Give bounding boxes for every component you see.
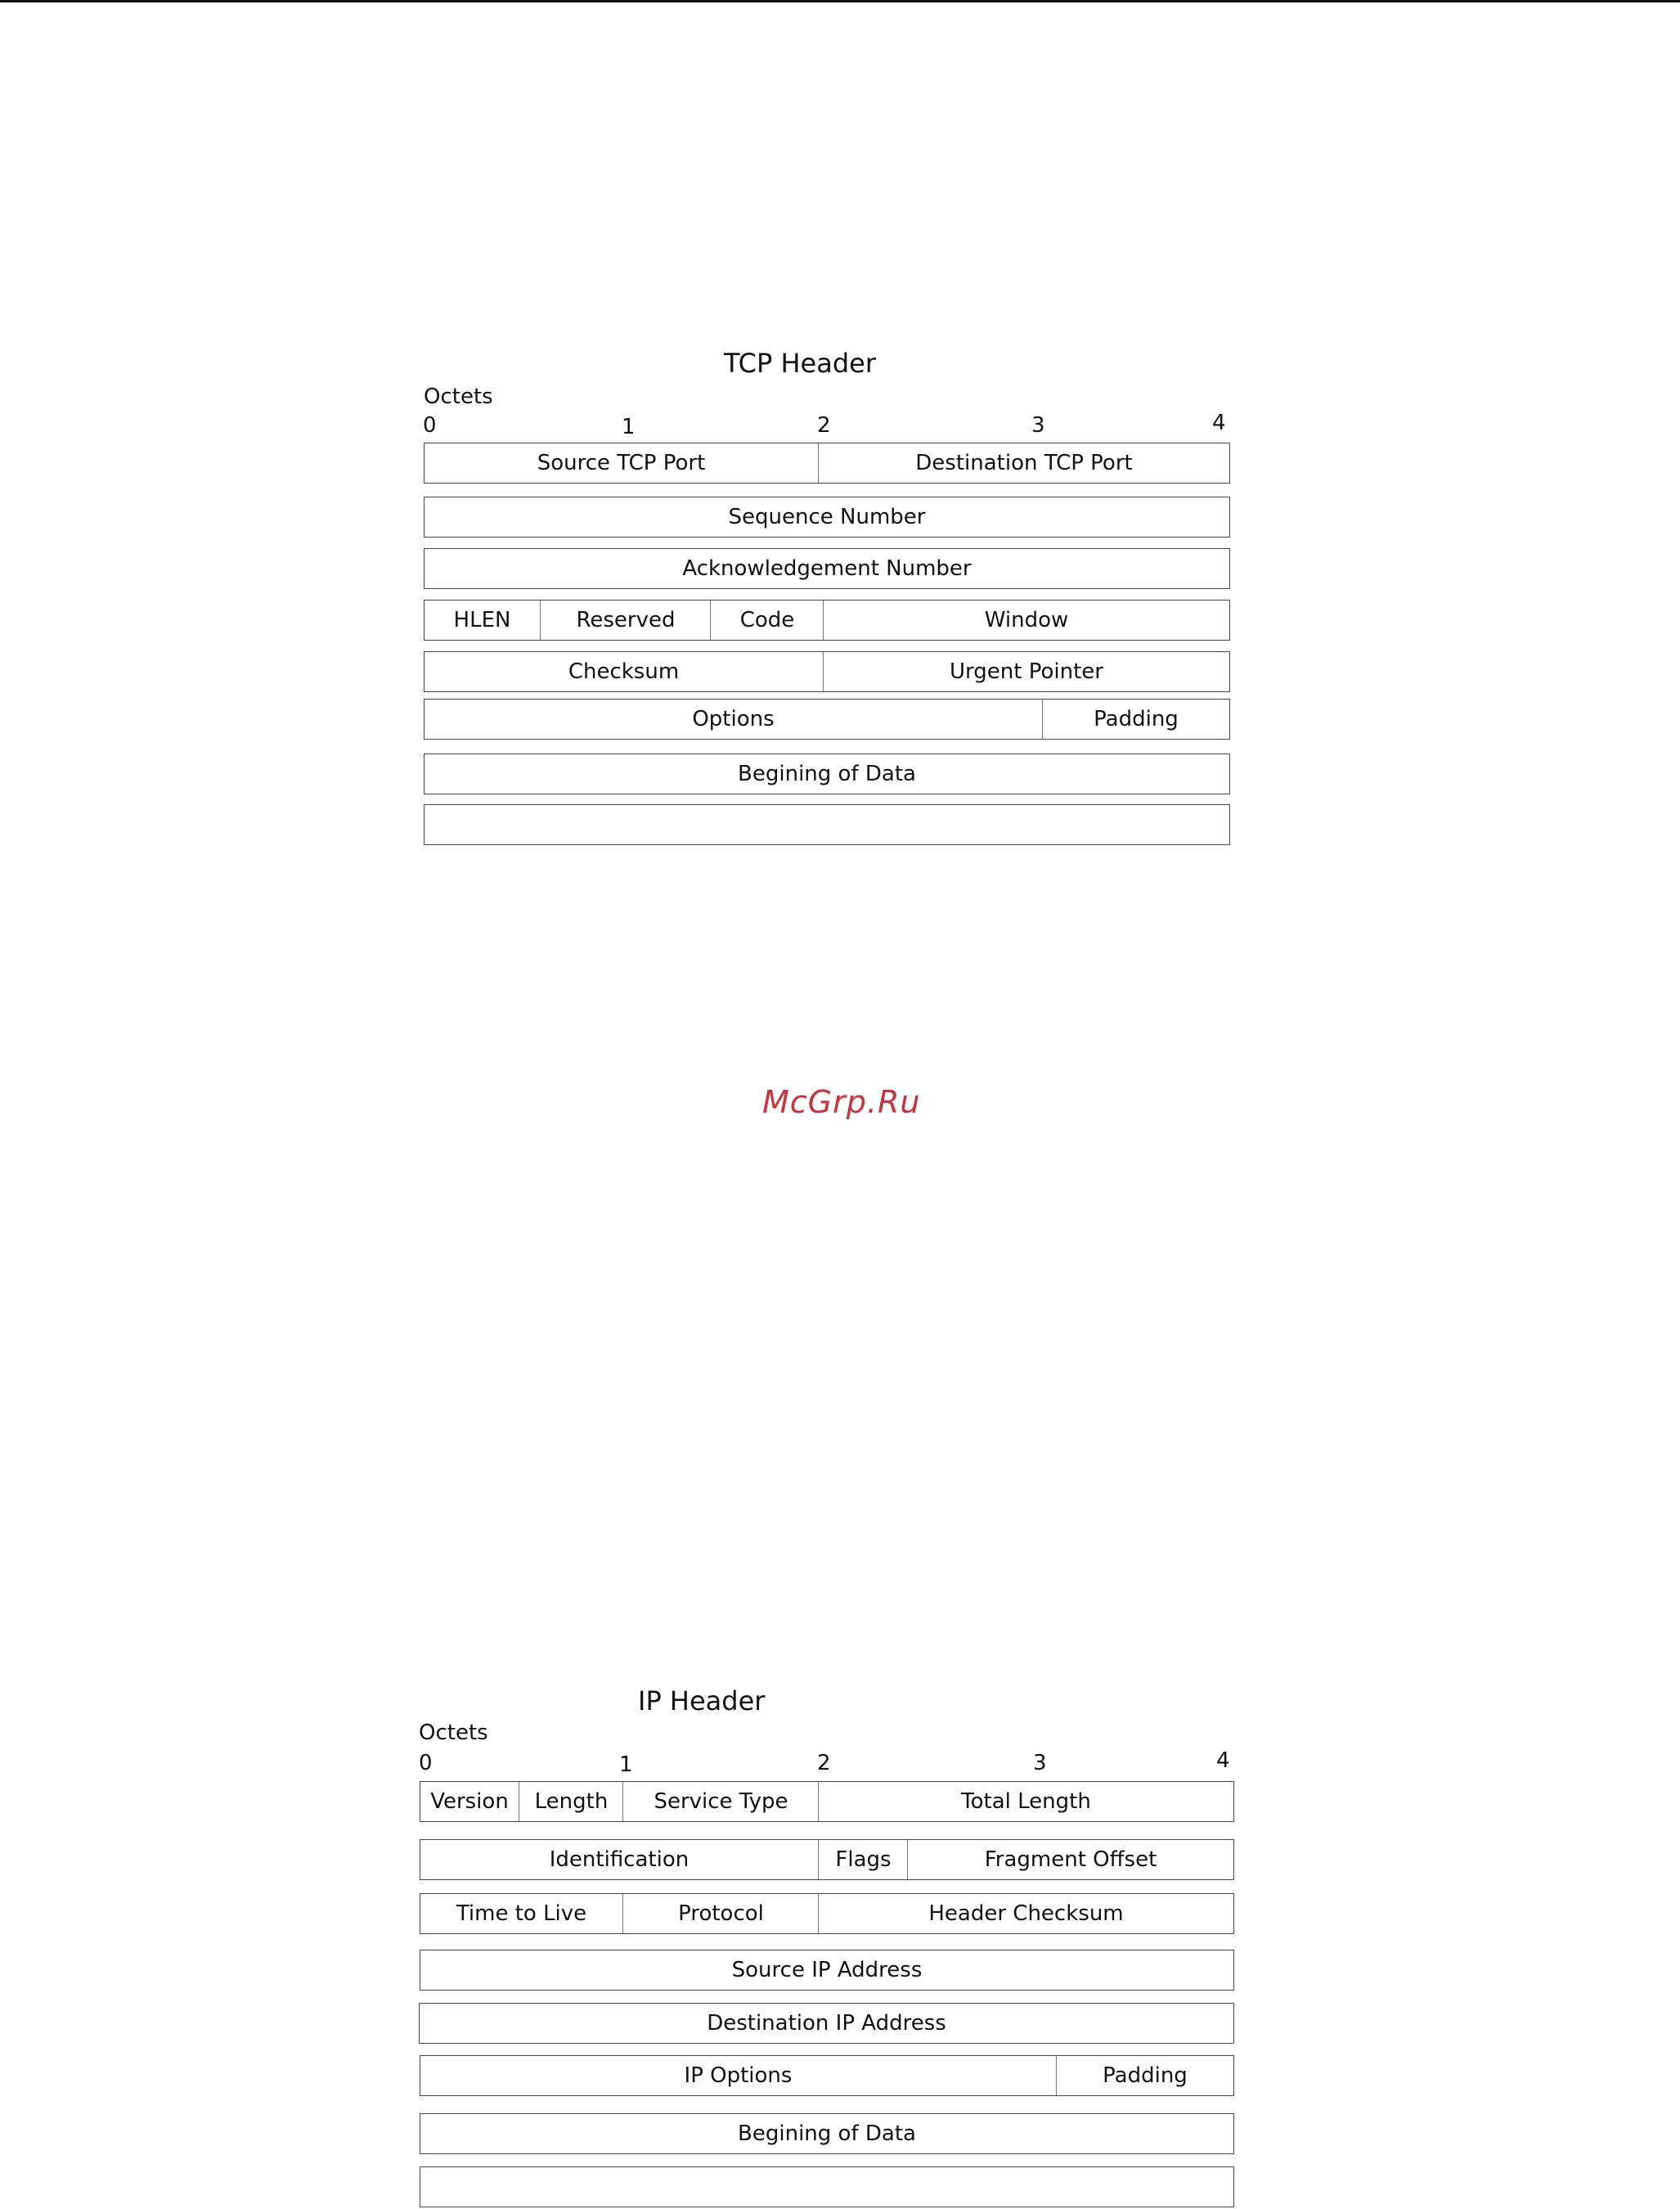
tcp-field-begin-data: Begining of Data — [738, 762, 916, 786]
ip-tick-2: 2 — [817, 1751, 831, 1775]
ip-tick-0: 0 — [419, 1751, 433, 1775]
ip-field-options: IP Options — [684, 2063, 793, 2088]
ip-row-source — [420, 1950, 1234, 1991]
tcp-field-source-port: Source TCP Port — [537, 451, 706, 475]
ip-tick-1: 1 — [619, 1752, 633, 1777]
ip-field-fragment-offset: Fragment Offset — [907, 1840, 1233, 1879]
ip-field-padding: Padding — [1056, 2056, 1233, 2095]
ip-row-data — [420, 2113, 1234, 2154]
ip-field-identification: Identification — [549, 1847, 690, 1872]
tcp-tick-4: 4 — [1212, 411, 1226, 435]
tcp-field-sequence-number: Sequence Number — [728, 505, 926, 529]
tcp-field-ack-number: Acknowledgement Number — [682, 556, 972, 581]
ip-field-service-type: Service Type — [622, 1782, 819, 1821]
tcp-field-window: Window — [823, 601, 1229, 640]
tcp-row-ports — [424, 443, 1230, 484]
ip-field-protocol: Protocol — [622, 1894, 819, 1933]
tcp-octets-label: Octets — [424, 385, 493, 409]
ip-field-flags: Flags — [818, 1840, 908, 1879]
ip-row-destination — [419, 2003, 1234, 2044]
ip-field-destination-address: Destination IP Address — [707, 2011, 946, 2036]
ip-field-empty — [420, 2167, 1233, 2207]
watermark-logo: McGrp.Ru — [762, 1084, 921, 1120]
tcp-row-sequence — [424, 497, 1230, 538]
tcp-row-data — [424, 754, 1230, 794]
tcp-row-ack — [424, 548, 1230, 589]
ip-header-title: IP Header — [638, 1685, 766, 1716]
tcp-header-title: TCP Header — [724, 348, 876, 379]
ip-row-options — [420, 2055, 1234, 2096]
ip-field-source-address: Source IP Address — [731, 1958, 923, 1982]
ip-row-empty — [420, 2166, 1234, 2207]
tcp-tick-1: 1 — [622, 415, 636, 439]
tcp-tick-0: 0 — [423, 413, 437, 438]
ip-tick-4: 4 — [1216, 1748, 1230, 1773]
top-rule — [0, 0, 1680, 2]
tcp-row-options — [424, 699, 1230, 740]
tcp-field-code: Code — [710, 601, 824, 640]
tcp-field-padding: Padding — [1042, 700, 1229, 739]
tcp-field-checksum: Checksum — [568, 659, 680, 684]
tcp-row-empty — [424, 804, 1230, 845]
ip-field-length: Length — [519, 1782, 623, 1821]
ip-field-time-to-live: Time to Live — [456, 1901, 587, 1926]
ip-field-version: Version — [430, 1789, 509, 1814]
tcp-field-hlen: HLEN — [453, 608, 511, 632]
tcp-field-options: Options — [692, 707, 775, 731]
tcp-field-destination-port: Destination TCP Port — [818, 443, 1229, 483]
tcp-field-empty — [424, 805, 1229, 844]
ip-row-version — [420, 1781, 1234, 1822]
tcp-field-reserved: Reserved — [540, 601, 711, 640]
tcp-row-checksum — [424, 651, 1230, 692]
tcp-tick-3: 3 — [1031, 413, 1045, 438]
ip-row-ttl — [420, 1893, 1234, 1934]
tcp-tick-2: 2 — [817, 413, 831, 438]
ip-octets-label: Octets — [419, 1721, 488, 1745]
tcp-field-urgent-pointer: Urgent Pointer — [823, 652, 1229, 691]
ip-row-identification — [420, 1839, 1234, 1880]
ip-field-total-length: Total Length — [818, 1782, 1233, 1821]
ip-tick-3: 3 — [1033, 1751, 1047, 1775]
ip-field-begin-data: Begining of Data — [738, 2121, 916, 2146]
ip-field-header-checksum: Header Checksum — [818, 1894, 1233, 1933]
tcp-row-control — [424, 600, 1230, 641]
